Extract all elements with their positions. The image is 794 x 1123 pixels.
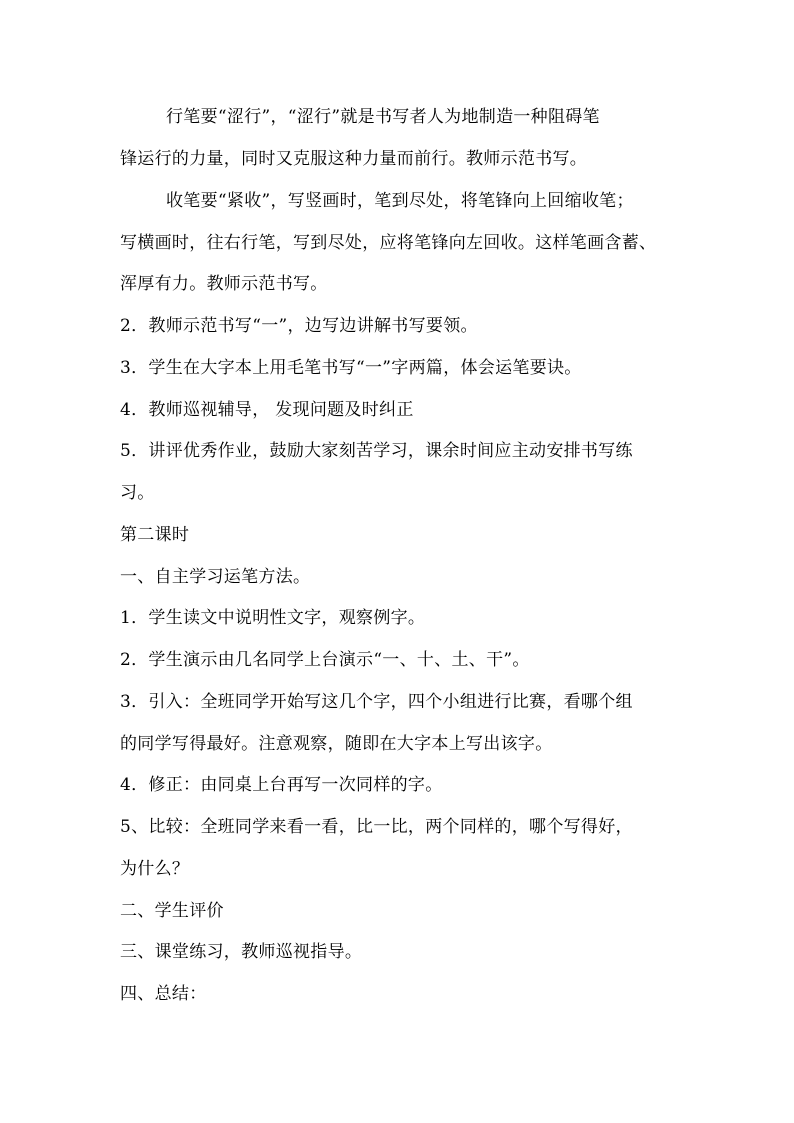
paragraph-line: 行笔要“涩行”，“涩行”就是书写者人为地制造一种阻碍笔 [166,107,600,127]
list-item: 2．教师示范书写“一”，边写边讲解书写要领。 [120,316,478,336]
paragraph-line: 写横画时，往右行笔，写到尽处，应将笔锋向左回收。这样笔画含蓄、 [120,233,657,253]
section-heading: 一、自主学习运笔方法。 [120,567,311,587]
list-item: 5．讲评优秀作业，鼓励大家刻苦学习，课余时间应主动安排书写练 [120,441,633,461]
paragraph-line: 习。 [120,483,155,503]
paragraph-line: 的同学写得最好。注意观察，随即在大字本上写出该字。 [120,734,553,754]
list-item: 3．引入：全班同学开始写这几个字，四个小组进行比赛，看哪个组 [120,692,633,712]
section-heading: 三、课堂练习，教师巡视指导。 [120,942,363,962]
list-item: 5、比较：全班同学来看一看，比一比，两个同样的，哪个写得好， [120,817,633,837]
list-item: 3．学生在大字本上用毛笔书写“一”字两篇，体会运笔要诀。 [120,358,582,378]
paragraph-line: 浑厚有力。教师示范书写。 [120,274,328,294]
paragraph-line: 为什么？ [120,859,190,879]
paragraph-line: 锋运行的力量，同时又克服这种力量而前行。教师示范书写。 [120,149,588,169]
list-item: 1．学生读文中说明性文字，观察例字。 [120,608,426,628]
section-heading: 第二课时 [120,525,190,545]
section-heading: 四、总结： [120,984,207,1004]
list-item: 2．学生演示由几名同学上台演示“一、十、土、干”。 [120,650,530,670]
paragraph-line: 收笔要“紧收”，写竖画时，笔到尽处，将笔锋向上回缩收笔； [166,191,634,211]
list-item: 4．修正：由同桌上台再写一次同样的字。 [120,775,443,795]
list-item: 4．教师巡视辅导， 发现问题及时纠正 [120,400,414,420]
section-heading: 二、学生评价 [120,901,224,921]
